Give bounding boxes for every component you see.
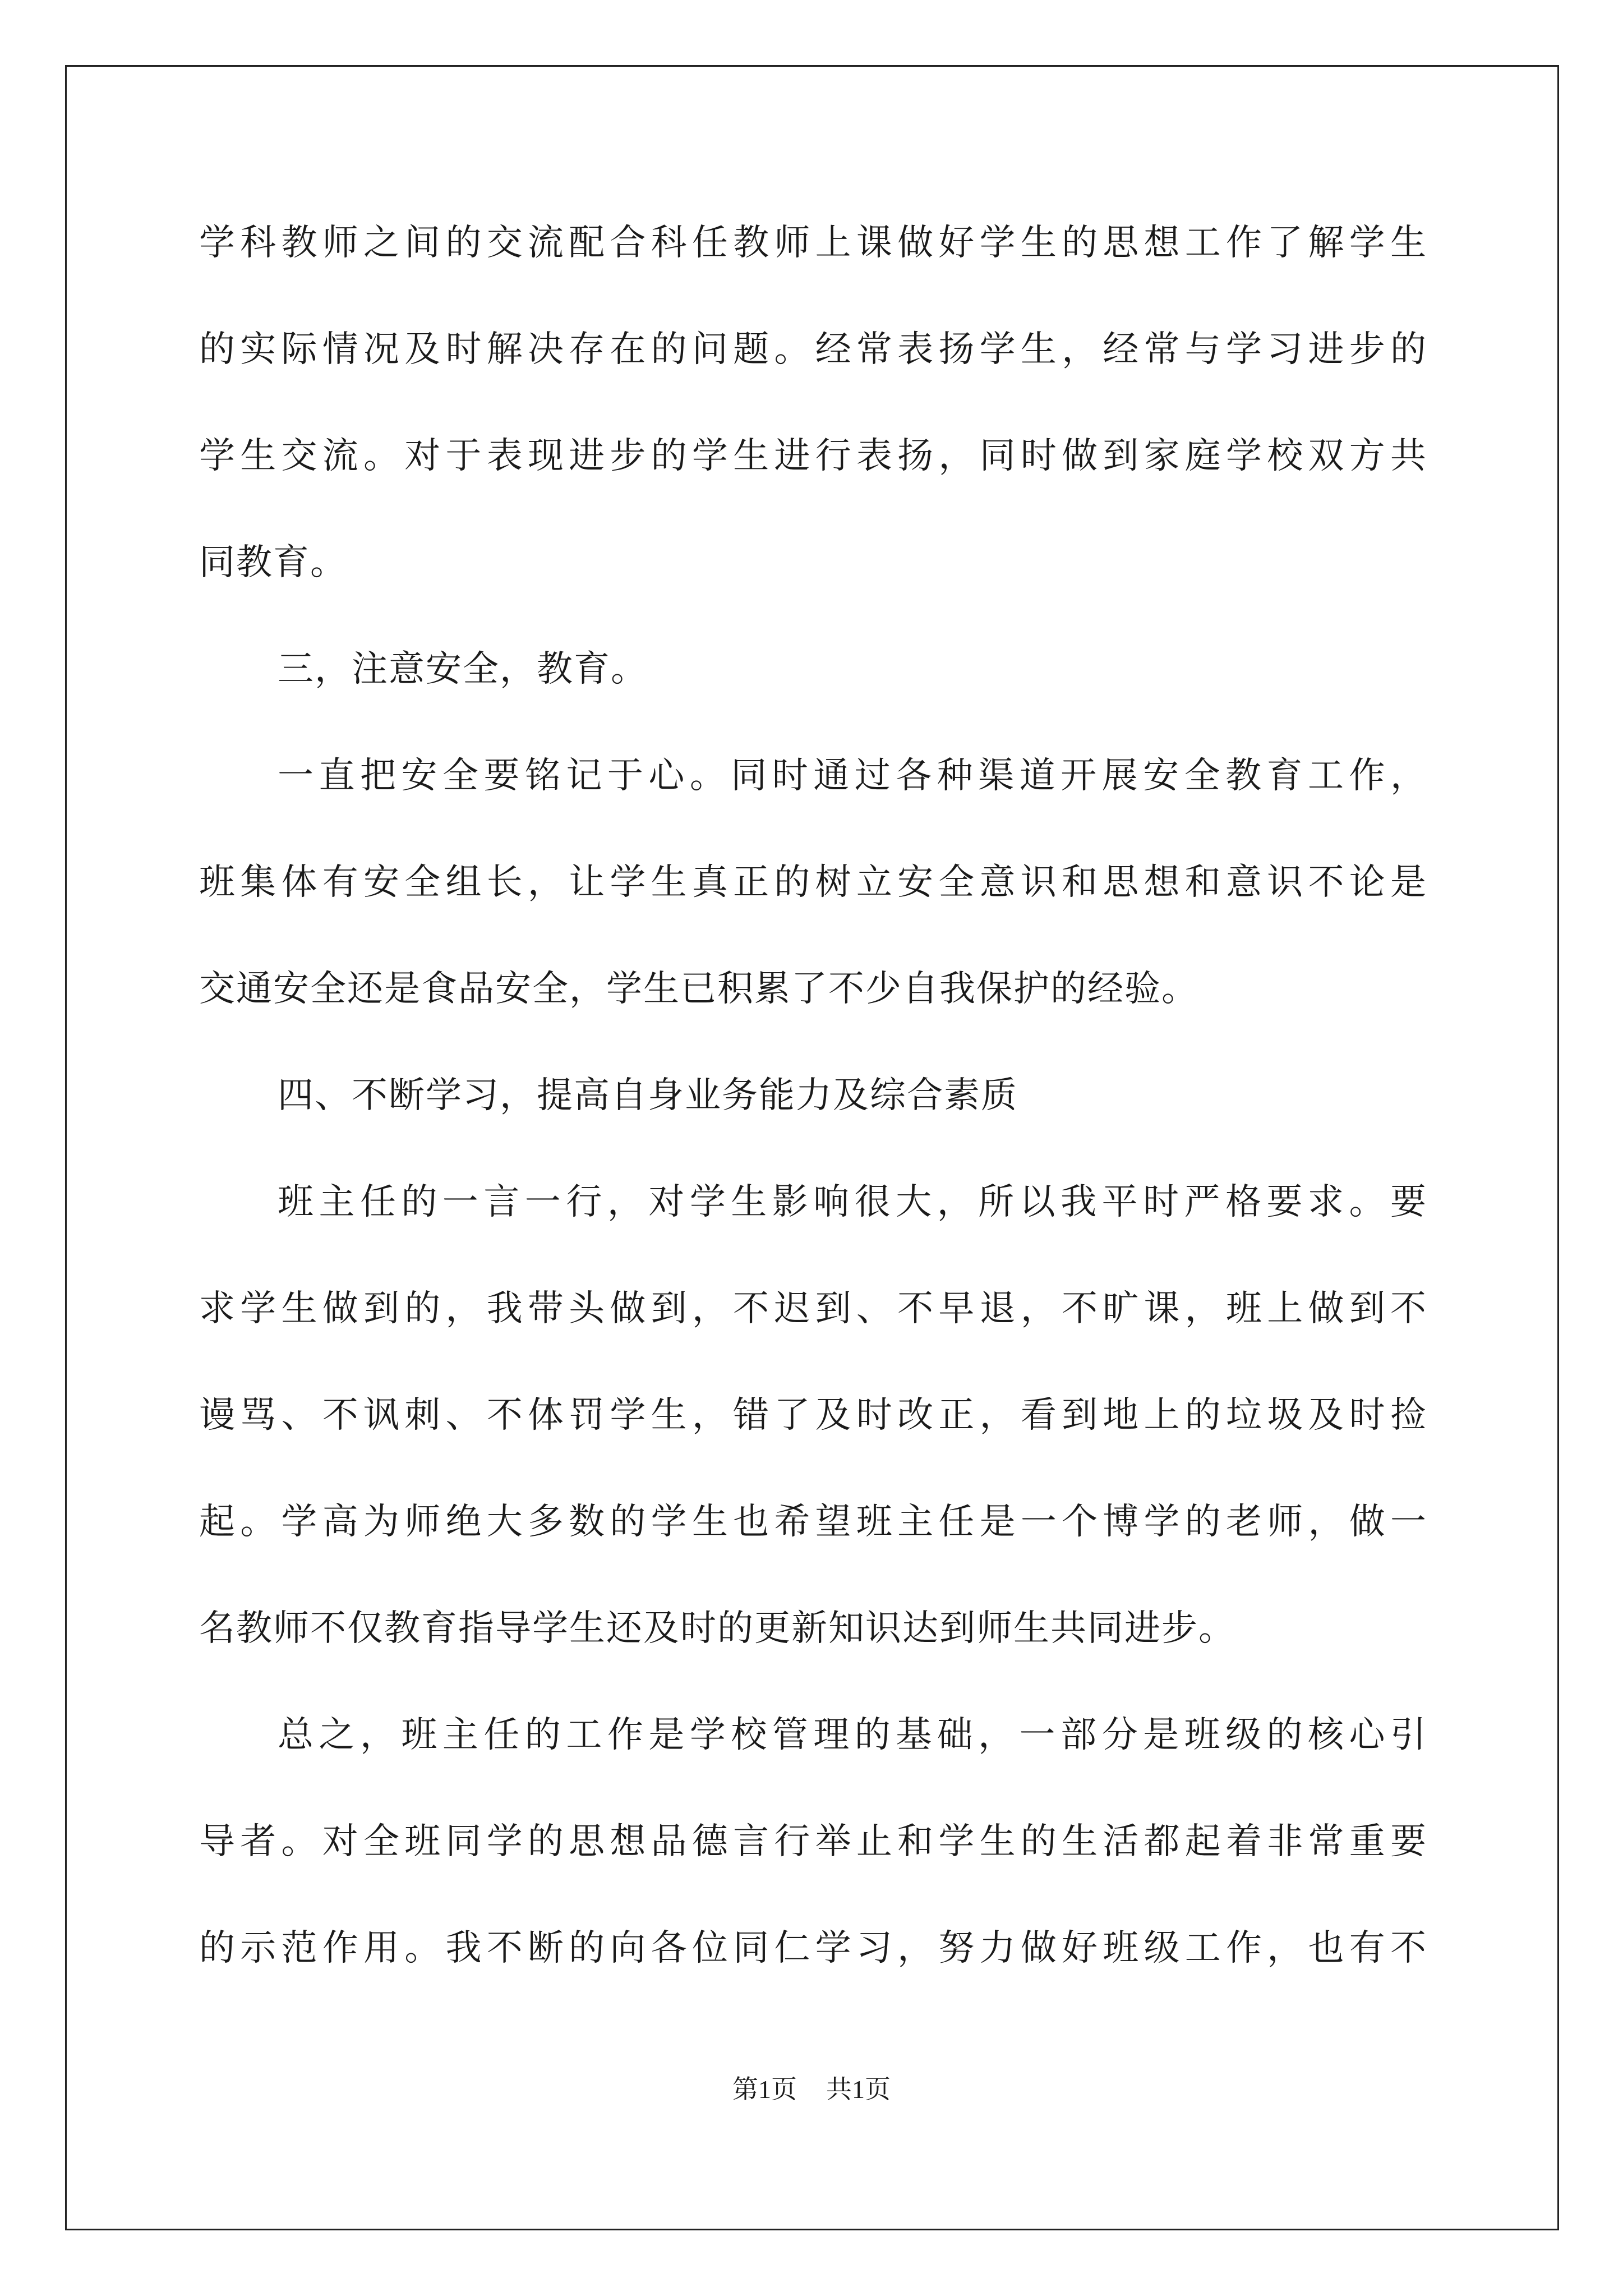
text-line: 学生交流。对于表现进步的学生进行表扬，同时做到家庭学校双方共 (199, 435, 1427, 477)
text-line: 学科教师之间的交流配合科任教师上课做好学生的思想工作了解学生 (199, 222, 1427, 264)
section-heading: 三，注意安全，教育。 (278, 648, 648, 690)
text-line: 总之，班主任的工作是学校管理的基础，一部分是班级的核心引 (278, 1714, 1427, 1756)
text-line: 求学生做到的，我带头做到，不迟到、不早退，不旷课，班上做到不 (199, 1288, 1427, 1329)
page-footer (0, 2073, 1623, 2106)
page-total: 共1页 (826, 2075, 891, 2104)
document-body (199, 216, 1427, 2028)
text-line: 谩骂、不讽刺、不体罚学生，错了及时改正，看到地上的垃圾及时捡 (199, 1395, 1427, 1436)
text-line: 的示范作用。我不断的向各位同仁学习，努力做好班级工作，也有不 (199, 1927, 1427, 1969)
text-line: 同教育。 (199, 542, 347, 583)
text-line: 交通安全还是食品安全，学生已积累了不少自我保护的经验。 (199, 968, 1198, 1010)
page-number: 第1页 (732, 2075, 797, 2104)
text-line: 一直把安全要铭记于心。同时通过各种渠道开展安全教育工作， (278, 755, 1427, 797)
text-line: 班集体有安全组长，让学生真正的树立安全意识和思想和意识不论是 (199, 862, 1427, 903)
section-heading: 四、不断学习，提高自身业务能力及综合素质 (278, 1075, 1018, 1116)
text-line: 起。学高为师绝大多数的学生也希望班主任是一个博学的老师，做一 (199, 1501, 1427, 1543)
text-line: 导者。对全班同学的思想品德言行举止和学生的生活都起着非常重要 (199, 1821, 1427, 1862)
text-line: 名教师不仅教育指导学生还及时的更新知识达到师生共同进步。 (199, 1608, 1235, 1649)
text-line: 的实际情况及时解决存在的问题。经常表扬学生，经常与学习进步的 (199, 329, 1427, 370)
text-line: 班主任的一言一行，对学生影响很大，所以我平时严格要求。要 (278, 1181, 1427, 1223)
